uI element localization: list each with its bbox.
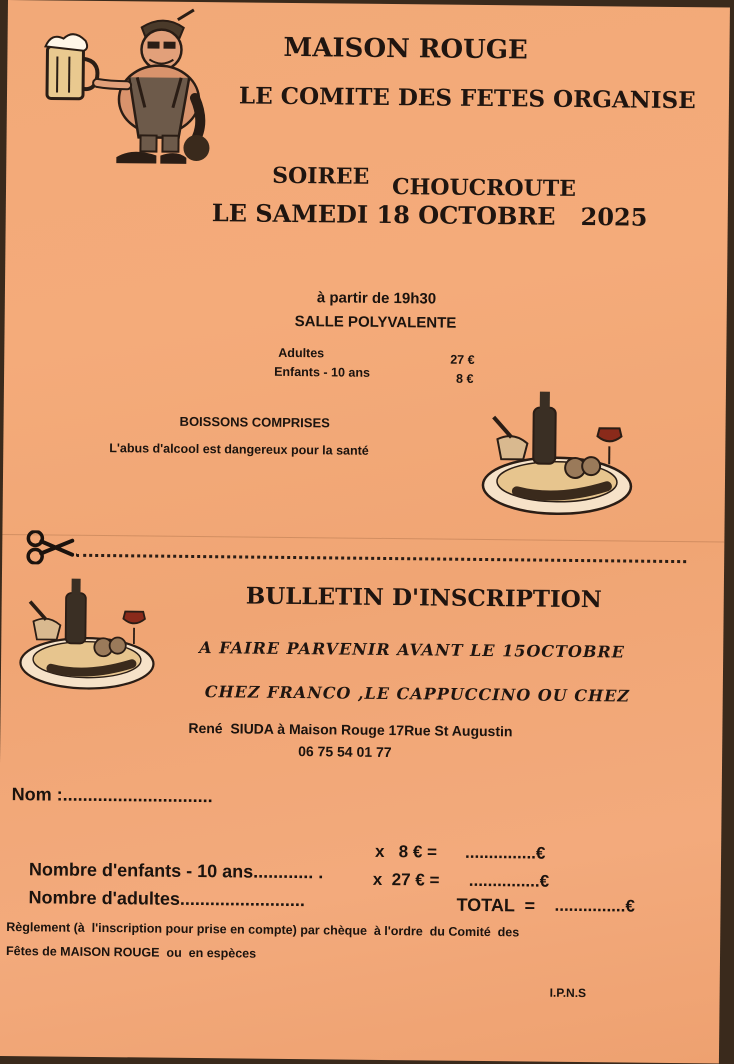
total-result-field[interactable]: ...............€ — [554, 896, 635, 917]
drinks-included: BOISSONS COMPRISES — [180, 414, 330, 431]
price-value-adults: 27 € — [450, 353, 474, 367]
adults-result-field[interactable]: ...............€ — [469, 871, 550, 892]
price-value-children: 8 € — [456, 372, 474, 386]
name-dots: .............................. — [63, 785, 213, 807]
event-word-soiree: SOIREE — [272, 163, 369, 190]
form-deadline: A FAIRE PARVENIR AVANT LE 15OCTOBRE — [199, 638, 625, 661]
bavarian-man-with-beer-icon — [36, 6, 218, 173]
adults-multiplier: x 27 € = — [373, 870, 440, 891]
scissors-icon — [26, 530, 74, 565]
price-label-adults: Adultes — [278, 346, 324, 360]
organizer-subtitle: LE COMITE DES FETES ORGANISE — [239, 82, 696, 114]
adults-dots: ......................... — [180, 889, 305, 910]
children-result-field[interactable]: ...............€ — [465, 843, 546, 864]
total-label: TOTAL = — [456, 895, 535, 917]
choucroute-plate-icon — [477, 387, 636, 524]
form-title: BULLETIN D'INSCRIPTION — [246, 583, 602, 614]
name-field[interactable] — [12, 784, 213, 807]
event-time: à partir de 19h30 — [317, 289, 436, 307]
form-address: René SIUDA à Maison Rouge 17Rue St Augustin — [188, 720, 512, 739]
event-date: LE SAMEDI 18 OCTOBRE 2025 — [212, 198, 648, 232]
fold-line — [2, 534, 724, 543]
organizer-name: MAISON ROUGE — [283, 33, 528, 66]
cut-line — [76, 554, 686, 563]
children-label: Nombre d'enfants - 10 ans — [29, 859, 254, 881]
form-where: CHEZ FRANCO ,LE CAPPUCCINO OU CHEZ — [205, 682, 630, 705]
children-multiplier: x 8 € = — [375, 842, 437, 863]
ipns-footer: I.P.N.S — [550, 986, 587, 1000]
name-label: Nom : — [12, 784, 63, 805]
adults-label: Nombre d'adultes — [29, 887, 181, 909]
price-label-children: Enfants - 10 ans — [274, 365, 370, 380]
payment-line-2: Fêtes de MAISON ROUGE ou en espèces — [6, 944, 256, 961]
payment-line-1: Règlement (à l'inscription pour prise en compte) par chèque à l'ordre du Comité des — [6, 920, 519, 939]
alcohol-warning: L'abus d'alcool est dangereux pour la santé — [109, 441, 369, 458]
choucroute-plate-icon — [15, 574, 158, 697]
event-word-choucroute: CHOUCROUTE — [392, 174, 576, 202]
event-venue: SALLE POLYVALENTE — [295, 313, 457, 332]
form-phone: 06 75 54 01 77 — [298, 743, 392, 760]
children-dots: ............ . — [253, 862, 323, 883]
